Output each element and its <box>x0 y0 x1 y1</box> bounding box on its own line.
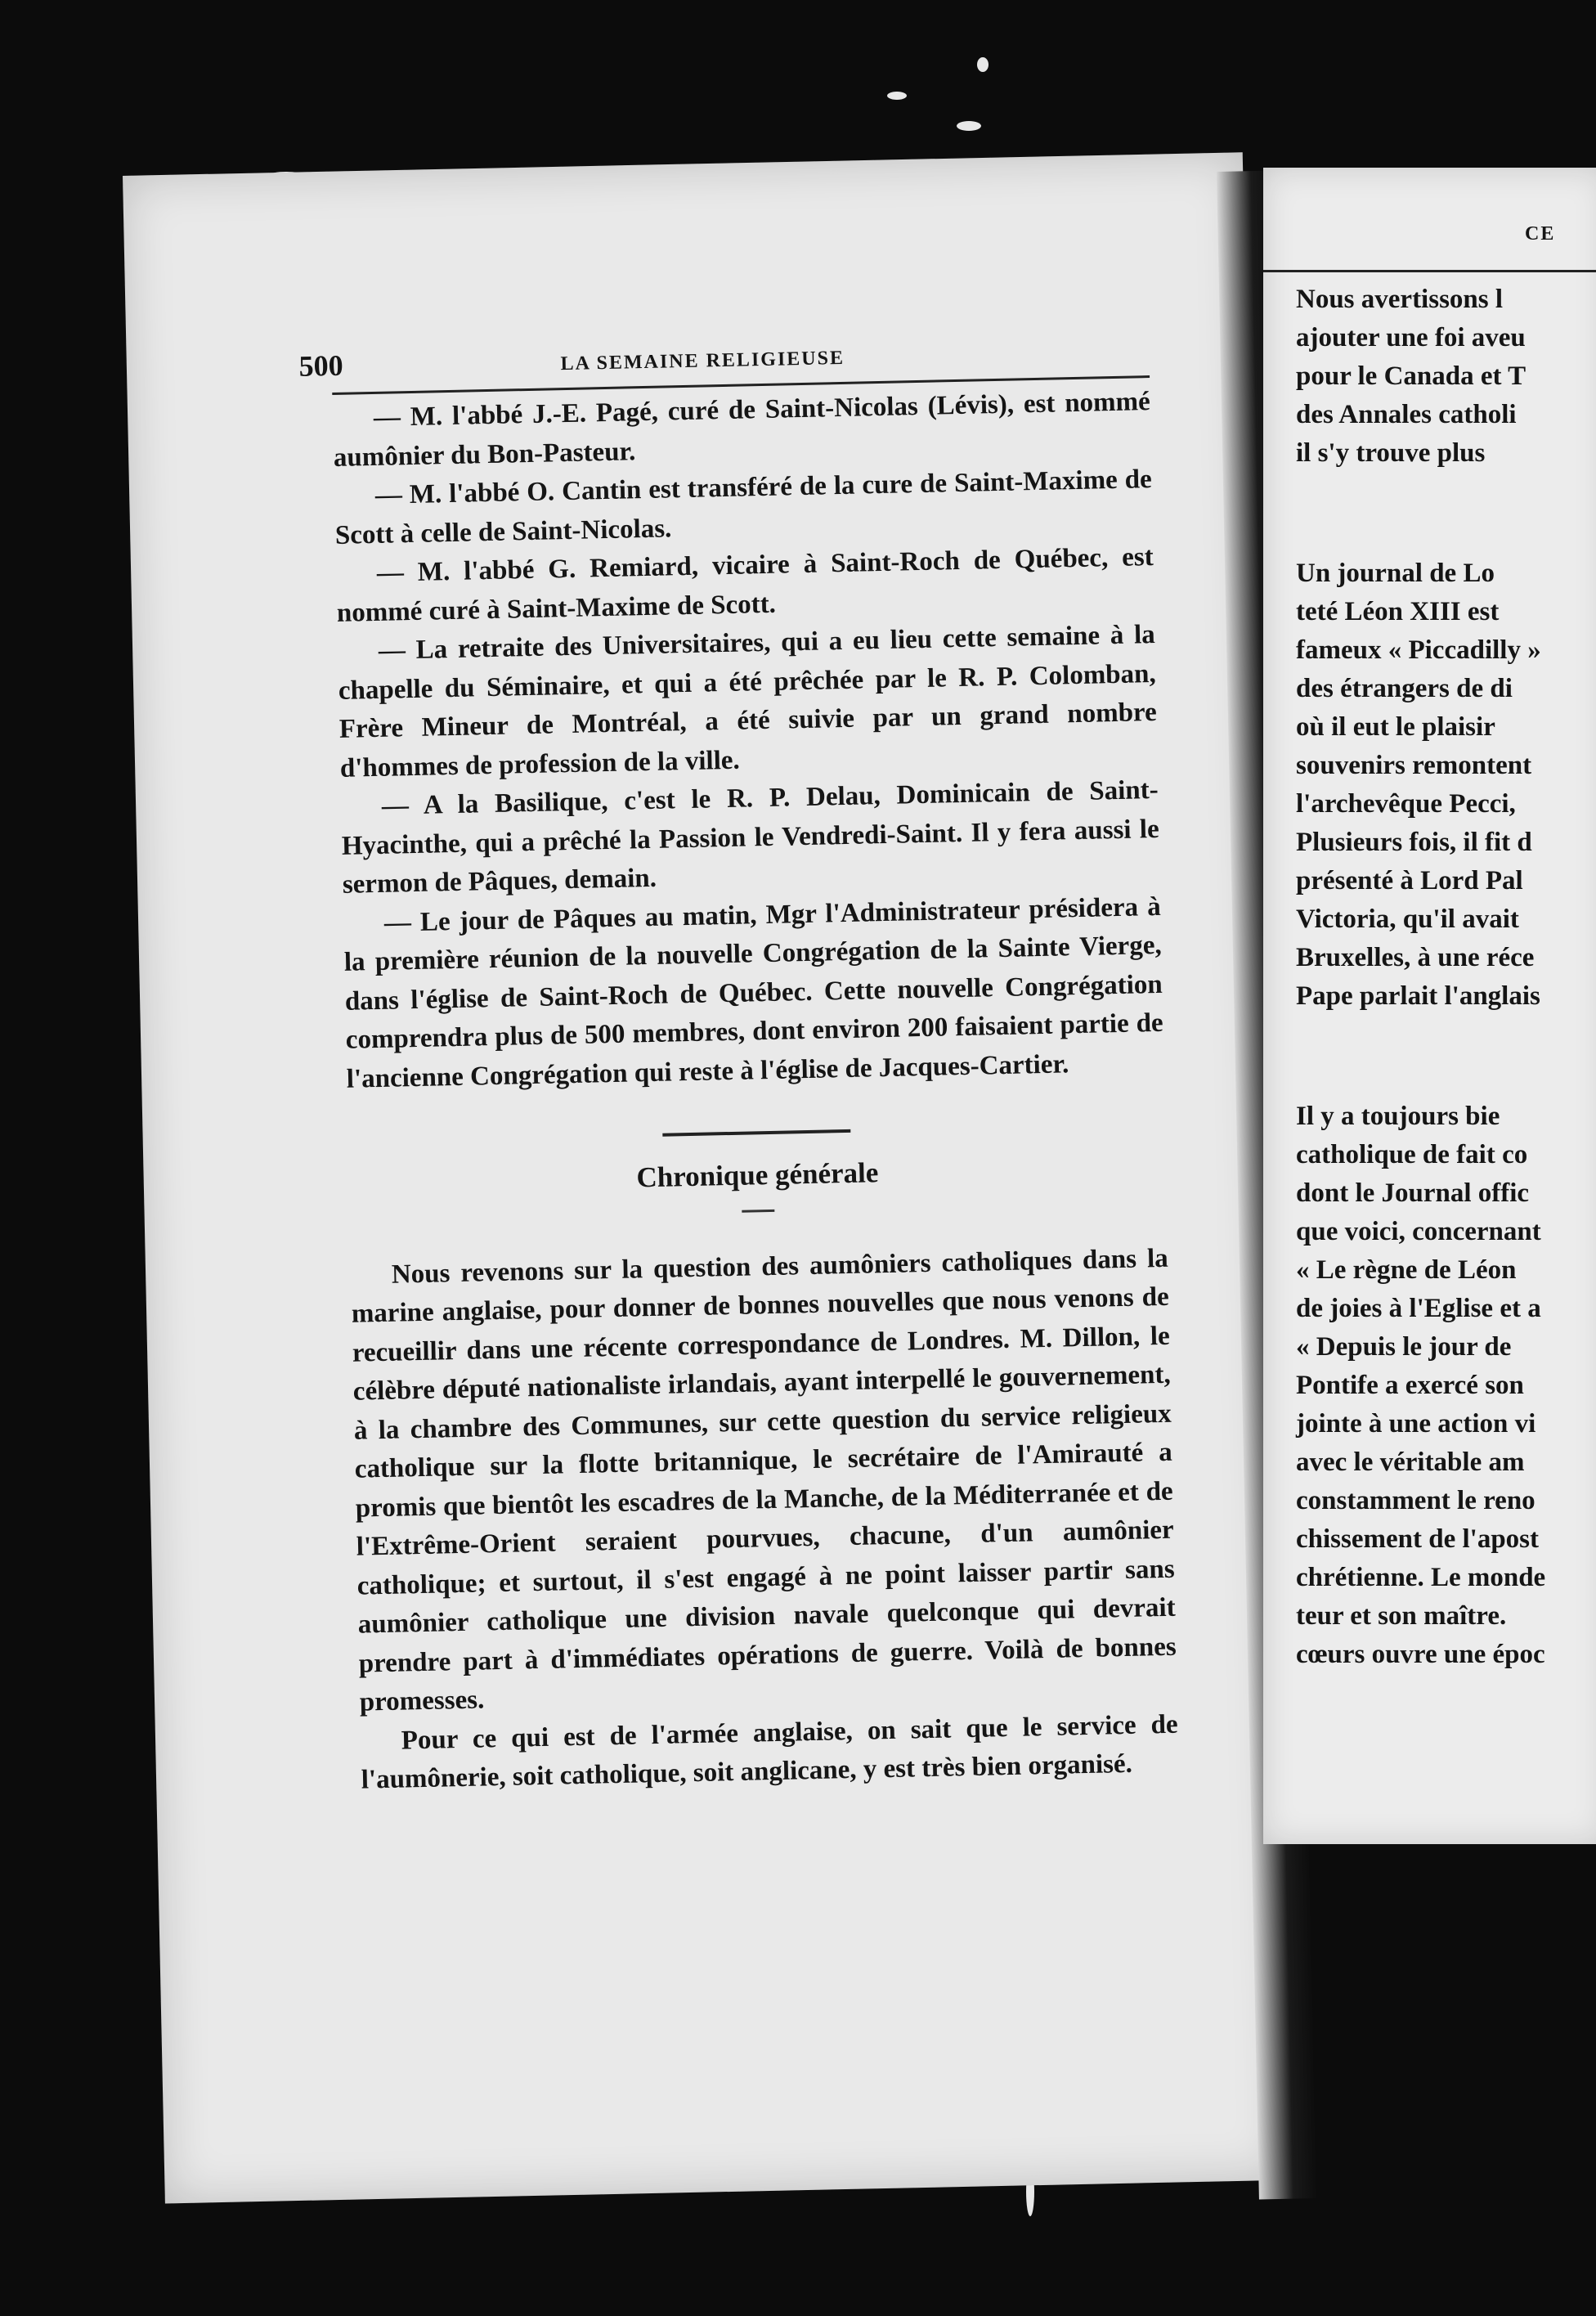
right-text-line: Victoria, qu'il avait <box>1296 904 1519 934</box>
right-block-2 <box>1296 554 1596 1016</box>
news-paragraph: — M. l'abbé G. Remiard, vicaire à Saint-Roch de Québec, est nommé curé à Saint-Maxime de Scott. <box>336 541 1154 628</box>
right-text-line: Il y a toujours bie <box>1296 1102 1500 1131</box>
right-text-line: chrétienne. Le monde <box>1296 1563 1546 1592</box>
right-text-line: des étrangers de di <box>1296 674 1513 703</box>
section-title: Chronique générale <box>636 1156 879 1194</box>
news-paragraph: — M. l'abbé O. Cantin est transféré de la cure de Saint-Maxime de Scott à celle de Saint-Nicolas. <box>334 465 1153 550</box>
right-block-3 <box>1296 1097 1596 1674</box>
news-paragraph: — La retraite des Universitaires, qui a eu lieu cette semaine à la chapelle du Séminaire, et qui a été prêchée par le R. P. Colomban, Frère Mineur de Montréal, a été suivie par un grand nombre d'hommes de profession de la ville. <box>338 619 1158 783</box>
right-text-line: teur et son maître. <box>1296 1601 1507 1631</box>
section-divider <box>662 1129 850 1137</box>
right-text-line: l'archevêque Pecci, <box>1296 789 1516 819</box>
right-text-line: où il eut le plaisir <box>1296 712 1495 742</box>
right-text-line: pour le Canada et T <box>1296 361 1527 391</box>
right-text-line: dont le Journal offic <box>1296 1178 1530 1208</box>
right-text-line: présenté à Lord Pal <box>1296 866 1523 895</box>
film-speck <box>887 92 907 100</box>
right-text-line: des Annales catholi <box>1296 400 1517 429</box>
chronicle-paragraph: Nous revenons sur la question des aumôniers catholiques dans la marine anglaise, pour donner de bonnes nouvelles que nous venons de recueillir dans une récente correspondance de Londres. M. Dillon, le célèbre député nationaliste irlandais, ayant interpellé le gouvernement, à la chambre des Communes, sur cette question du service religieux catholique sur la flotte britannique, le secrétaire de l'Amirauté a promis que bientôt les escadres de la Manche, de la Méditerranée et de l'Extrême-Orient seraient pourvues, chacune, d'un aumônier catholique; et surtout, il s'est engagé à ne point laisser partir sans aumônier catholique une division navale quelconque qui devrait prendre part à d'immédiates opérations de guerre. Voilà de bonnes promesses. <box>351 1243 1177 1717</box>
right-text-line: cœurs ouvre une époc <box>1296 1640 1545 1669</box>
left-page-text <box>298 326 1179 1800</box>
film-speck <box>977 57 989 72</box>
right-text-line: ajouter une foi aveu <box>1296 323 1526 352</box>
news-paragraph: — M. l'abbé J.-E. Pagé, curé de Saint-Nicolas (Lévis), est nommé aumônier du Bon-Pasteur. <box>333 387 1151 473</box>
right-text-line: Nous avertissons l <box>1296 285 1504 314</box>
right-page <box>1263 168 1596 1844</box>
right-text-line: Bruxelles, à une réce <box>1296 943 1535 972</box>
title-dash <box>742 1209 774 1212</box>
chronicle-paragraph: Pour ce qui est de l'armée anglaise, on sait que le service de l'aumônerie, soit catholique, soit anglicane, y est très bien organisé. <box>361 1709 1178 1795</box>
right-text-line: Plusieurs fois, il fit d <box>1296 828 1532 857</box>
news-paragraph: — Le jour de Pâques au matin, Mgr l'Administrateur présidera à la première réunion de la nouvelle Congrégation de la Sainte Vierge, dans l'église de Saint-Roch de Québec. Cette nouvelle Congrégation comprendra plus de 500 membres, dont environ 200 faisaient partie de l'ancienne Congrégation qui reste à l'église de Jacques-Cartier. <box>343 891 1164 1094</box>
right-block-1 <box>1296 281 1596 473</box>
right-text-line: constamment le reno <box>1296 1486 1535 1515</box>
right-text-line: « Le règne de Léon <box>1296 1255 1517 1285</box>
right-running-head: CE <box>1263 209 1596 272</box>
right-text-line: souvenirs remontent <box>1296 751 1532 780</box>
film-speck <box>957 121 981 131</box>
right-text-line: que voici, concernant <box>1296 1217 1541 1246</box>
right-text-line: fameux « Piccadilly » <box>1296 635 1541 665</box>
right-text-line: Un journal de Lo <box>1296 559 1495 588</box>
right-text-line: « Depuis le jour de <box>1296 1332 1512 1362</box>
right-text-line: de joies à l'Eglise et a <box>1296 1294 1541 1323</box>
page-number: 500 <box>298 348 343 383</box>
right-text-line: avec le véritable am <box>1296 1448 1525 1477</box>
right-text-line: il s'y trouve plus <box>1296 438 1486 468</box>
right-text-line: catholique de fait co <box>1296 1140 1528 1169</box>
right-text-line: Pape parlait l'anglais <box>1296 981 1540 1011</box>
right-page-text <box>1296 209 1596 1674</box>
right-text-line: Pontife a exercé son <box>1296 1371 1524 1400</box>
journal-title: LA SEMAINE RELIGIEUSE <box>560 347 845 375</box>
right-text-line: chissement de l'apost <box>1296 1524 1539 1554</box>
right-text-line: teté Léon XIII est <box>1296 597 1500 626</box>
right-text-line: jointe à une action vi <box>1296 1409 1536 1439</box>
news-paragraph: — A la Basilique, c'est le R. P. Delau, Dominicain de Saint-Hyacinthe, qui a prêché la Passion le Vendredi-Saint. Il y fera aussi le sermon de Pâques, demain. <box>341 774 1160 900</box>
